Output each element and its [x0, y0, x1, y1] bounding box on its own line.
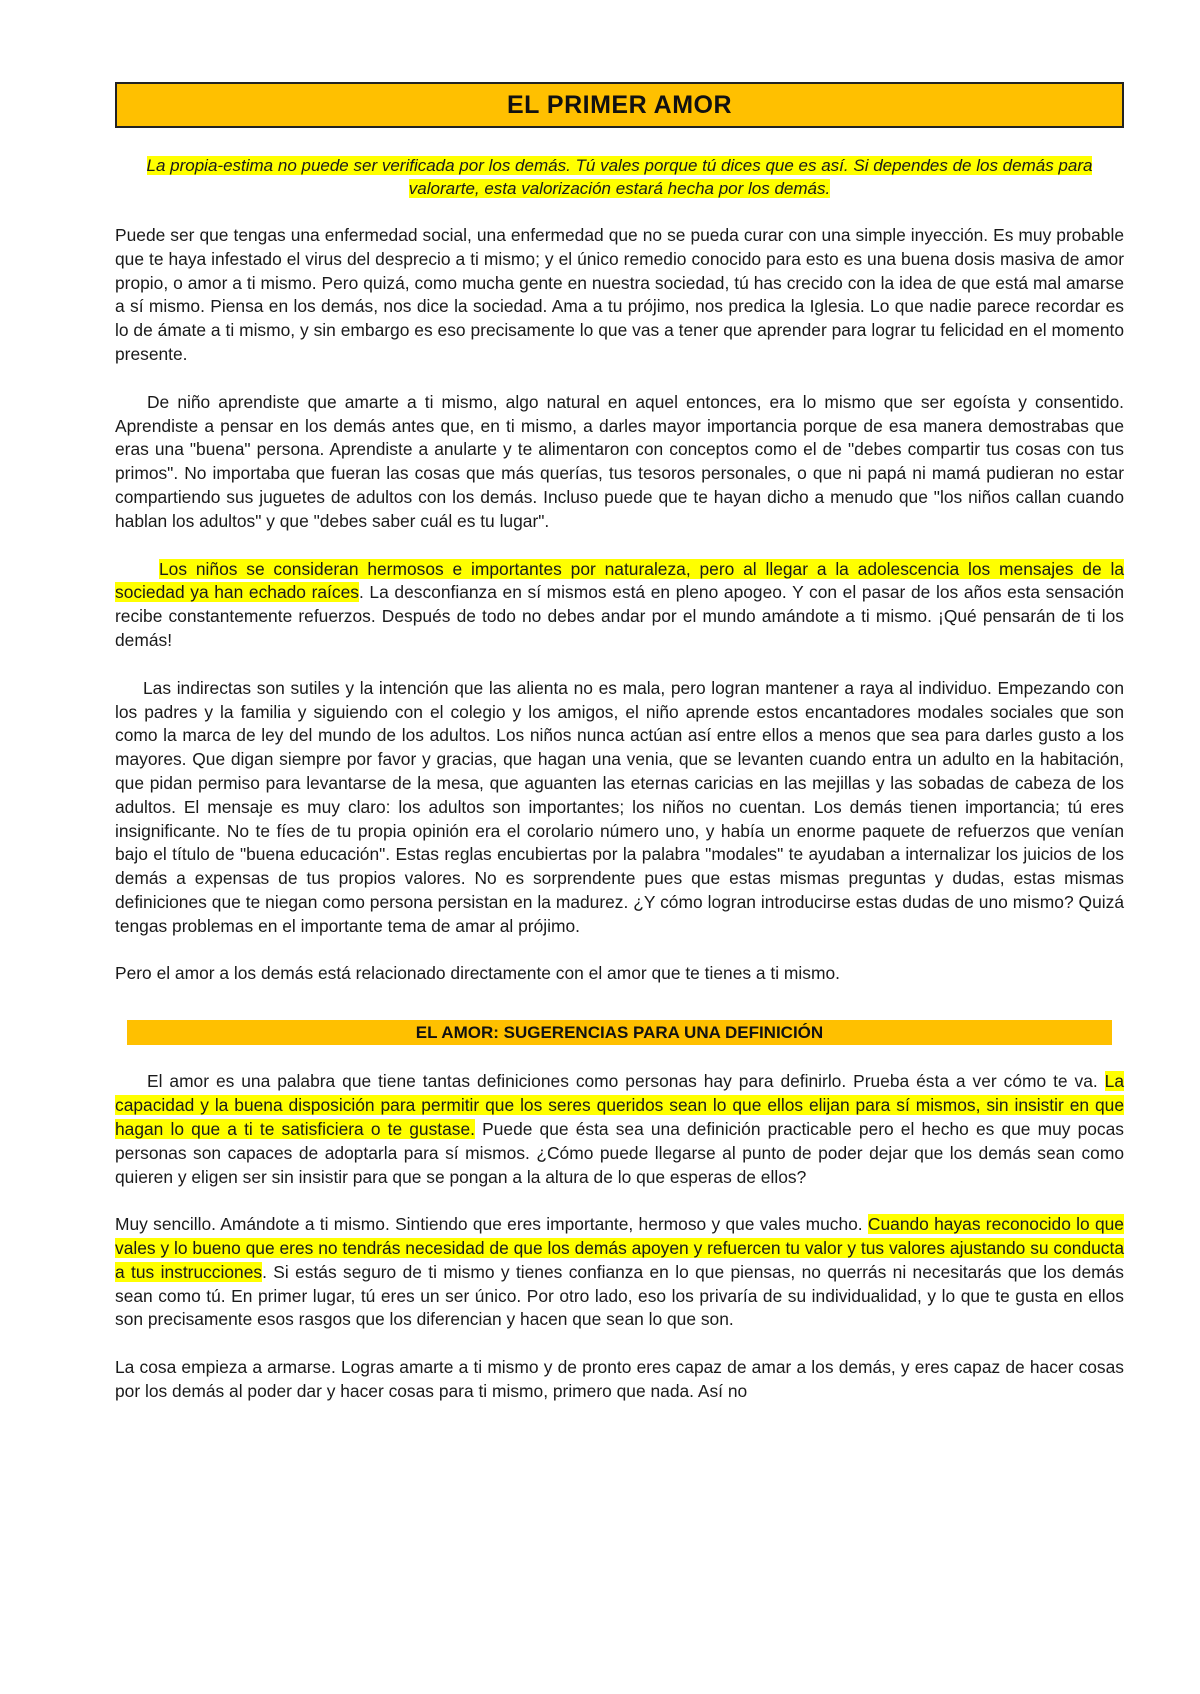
paragraph-text: El amor es una palabra que tiene tantas definiciones como personas hay para definirlo. Prueba ésta a ver cómo te va. [147, 1071, 1105, 1092]
body-paragraph-3 [115, 558, 1124, 653]
section-paragraph-3: La cosa empieza a armarse. Logras amarte a ti mismo y de pronto eres capaz de amar a los demás, y eres capaz de hacer cosas por los demás al poder dar y hacer cosas para ti mismo, primero que nada. Así no [115, 1357, 1124, 1402]
section-paragraph-2 [115, 1213, 1124, 1332]
epigraph-quote [123, 154, 1116, 200]
document-page [115, 82, 1124, 1404]
highlighted-sentence: Los niños se consideran hermosos e importantes por naturaleza, pero al llegar a la adolescencia los mensajes de la sociedad ya han echado raíces [115, 558, 1124, 603]
section-paragraph-1 [115, 1070, 1124, 1189]
page-title: EL PRIMER AMOR [115, 82, 1124, 128]
section-heading: EL AMOR: SUGERENCIAS PARA UNA DEFINICIÓN [127, 1020, 1112, 1045]
body-paragraph-2: De niño aprendiste que amarte a ti mismo, algo natural en aquel entonces, era lo mismo que ser egoísta y consentido. Aprendiste a pensar en los demás antes que, en ti mismo, a darles mayor importancia porque de esa manera demostrabas que eras una "buena" persona. Aprendiste a anularte y te alimentaron con conceptos como el de "debes compartir tus cosas con tus primos". No importaba que fueran las cosas que más querías, tus tesoros personales, o que ni papá ni mamá pudieran no estar compartiendo sus juguetes de adultos con los demás. Incluso puede que te hayan dicho a menudo que "los niños callan cuando hablan los adultos" y que "debes saber cuál es tu lugar". [115, 391, 1124, 531]
body-paragraph-4: Las indirectas son sutiles y la intención que las alienta no es mala, pero logran mantener a raya al individuo. Empezando con los padres y la familia y siguiendo con el colegio y los amigos, el niño aprende estos encantadores modales sociales que son como la marca de ley del mundo de los adultos. Los niños nunca actúan así entre ellos a menos que sea para darles gusto a los mayores. Que digan siempre por favor y gracias, que hagan una venia, que se levanten cuando entra un adulto en la habitación, que pidan permiso para levantarse de la mesa, que aguanten las eternas caricias en las mejillas y las sobadas de cabeza de los adultos. El mensaje es muy claro: los adultos son importantes; los niños no cuentan. Los demás tienen importancia; tú eres insignificante. No te fíes de tu propia opinión era el corolario número uno, y había un enorme paquete de refuerzos que venían bajo el título de "buena educación". Estas reglas encubiertas por la palabra "modales" te ayudaban a internalizar los juicios de los demás a expensas de tus propios valores. No es sorprendente pues que estas mismas preguntas y dudas, estas mismas definiciones que te niegan como persona persistan en la madurez. ¿Y cómo logran introducirse estas dudas de uno mismo? Quizá tengas problemas en el importante tema de amar al prójimo. [115, 677, 1124, 936]
highlighted-sentence: Cuando hayas reconocido lo que vales y lo bueno que eres no tendrás necesidad de que los demás apoyen y refuercen tu valor y tus valores ajustando su conducta a tus instrucciones [115, 1214, 1124, 1282]
paragraph-text: . La desconfianza en sí mismos está en pleno apogeo. Y con el pasar de los años esta sensación recibe constantemente refuerzos. Después de todo no debes andar por el mundo amándote a ti mismo. ¡Qué pensarán de ti los demás! [115, 582, 1124, 650]
paragraph-text: Puede que ésta sea una definición practicable pero el hecho es que muy pocas personas son capaces de adoptarla para sí mismos. ¿Cómo puede llegarse al punto de poder dejar que los demás sean como quieren y eligen ser sin insistir para que se pongan a la altura de lo que esperas de ellos? [115, 1118, 1124, 1187]
paragraph-text: Muy sencillo. Amándote a ti mismo. Sintiendo que eres importante, hermoso y que vales mucho. [115, 1214, 868, 1235]
epigraph-text: La propia-estima no puede ser verificada por los demás. Tú vales porque tú dices que es así. Si dependes de los demás para valorarte, esta valorización estará hecha por los demás. [146, 156, 1093, 198]
highlighted-sentence: La capacidad y la buena disposición para permitir que los seres queridos sean lo que ellos elijan para sí mismos, sin insistir en que hagan lo que a ti te satisficiera o te gustase. [115, 1071, 1124, 1139]
paragraph-text: . Si estás seguro de ti mismo y tienes confianza en lo que piensas, no querrás ni necesitarás que los demás sean como tú. En primer lugar, tú eres un ser único. Por otro lado, eso los privaría de su individualidad, y lo que te gusta en ellos son precisamente esos rasgos que los diferencian y hacen que sean lo que son. [115, 1261, 1124, 1330]
body-paragraph-5: Pero el amor a los demás está relacionado directamente con el amor que te tienes a ti mismo. [115, 962, 840, 983]
body-paragraph-1: Puede ser que tengas una enfermedad social, una enfermedad que no se pueda curar con una simple inyección. Es muy probable que te haya infestado el virus del desprecio a ti mismo; y el único remedio conocido para esto es una buena dosis masiva de amor propio, o amor a ti mismo. Pero quizá, como mucha gente en nuestra sociedad, tú has crecido con la idea de que está mal amarse a sí mismo. Piensa en los demás, nos dice la sociedad. Ama a tu prójimo, nos predica la Iglesia. Lo que nadie parece recordar es lo de ámate a ti mismo, y sin embargo es eso precisamente lo que vas a tener que aprender para lograr tu felicidad en el momento presente. [115, 225, 1124, 364]
